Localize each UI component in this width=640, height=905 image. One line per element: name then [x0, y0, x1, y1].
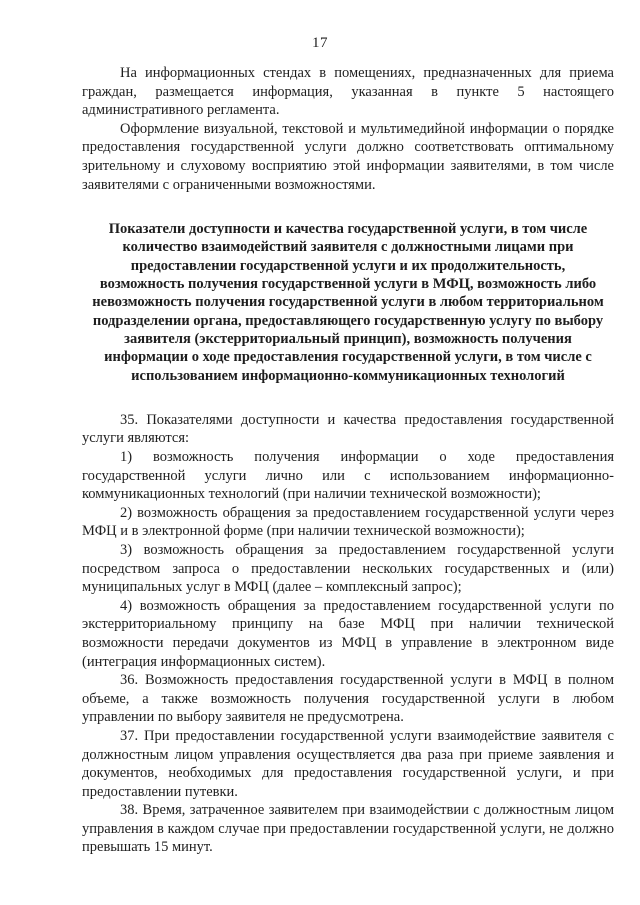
list-item-1: 1) возможность получения информации о ходе предоставления государственной услуги лично или с использованием информационно-коммуникационных технологий (при наличии технической возможности);: [82, 449, 614, 503]
paragraph-35: 35. Показателями доступности и качества предоставления государственной услуги являются:: [82, 411, 614, 447]
list-item-3: 3) возможность обращения за предоставлением государственной услуги посредством запроса о предоставлении нескольких государственных и (или) муниципальных услуг в МФЦ (далее – комплексный запрос);: [82, 541, 614, 596]
section-heading: Показатели доступности и качества государственной услуги, в том числе количество взаимодействий заявителя с должностными лицами при предоставлении государственной услуги и их продолжительность, возможность получения государственной услуги в МФЦ, возможность либо невозможность получения государственной услуги в любом территориальном подразделении органа, предоставляющего государственную услугу по выбору заявителя (экстерриториальный принцип), возможность получения информации о ходе предоставления государственной услуги, в том числе с использованием информационно-коммуникационных технологий: [92, 221, 604, 384]
intro-paragraph-stands: На информационных стендах в помещениях, предназначенных для приема граждан, размещается информация, указанная в пункте 5 настоящего административного регламента.: [82, 65, 614, 119]
paragraph-36: 36. Возможность предоставления государственной услуги в МФЦ в полном объеме, а также возможность получения государственной услуги в любом управлении по выбору заявителя не предусмотрена.: [82, 672, 614, 726]
list-item-2: 2) возможность обращения за предоставлением государственной услуги через МФЦ и в электронной форме (при наличии технической возможности);: [82, 504, 614, 540]
page-number: 17: [312, 35, 328, 51]
paragraph-38: 38. Время, затраченное заявителем при взаимодействии с должностным лицом управления в каждом случае при предоставлении государственной услуги, не должно превышать 15 минут.: [82, 802, 614, 856]
paragraph-37: 37. При предоставлении государственной услуги взаимодействие заявителя с должностным лицом управления осуществляется два раза при приеме заявления и документов, необходимых для предоставления государственной услуги, и при предоставлении путевки.: [82, 727, 614, 800]
intro-paragraph-design: Оформление визуальной, текстовой и мультимедийной информации о порядке предоставления государственной услуги должно соответствовать оптимальному зрительному и слуховому восприятию этой информации заявителями, в том числе заявителями с ограниченными возможностями.: [82, 120, 614, 193]
document-body: [82, 64, 614, 857]
list-item-4: 4) возможность обращения за предоставлением государственной услуги по экстерриториальному принципу на базе МФЦ при наличии технической возможности передачи документов из МФЦ в управление в электронном виде (интеграция информационных систем).: [82, 597, 614, 670]
